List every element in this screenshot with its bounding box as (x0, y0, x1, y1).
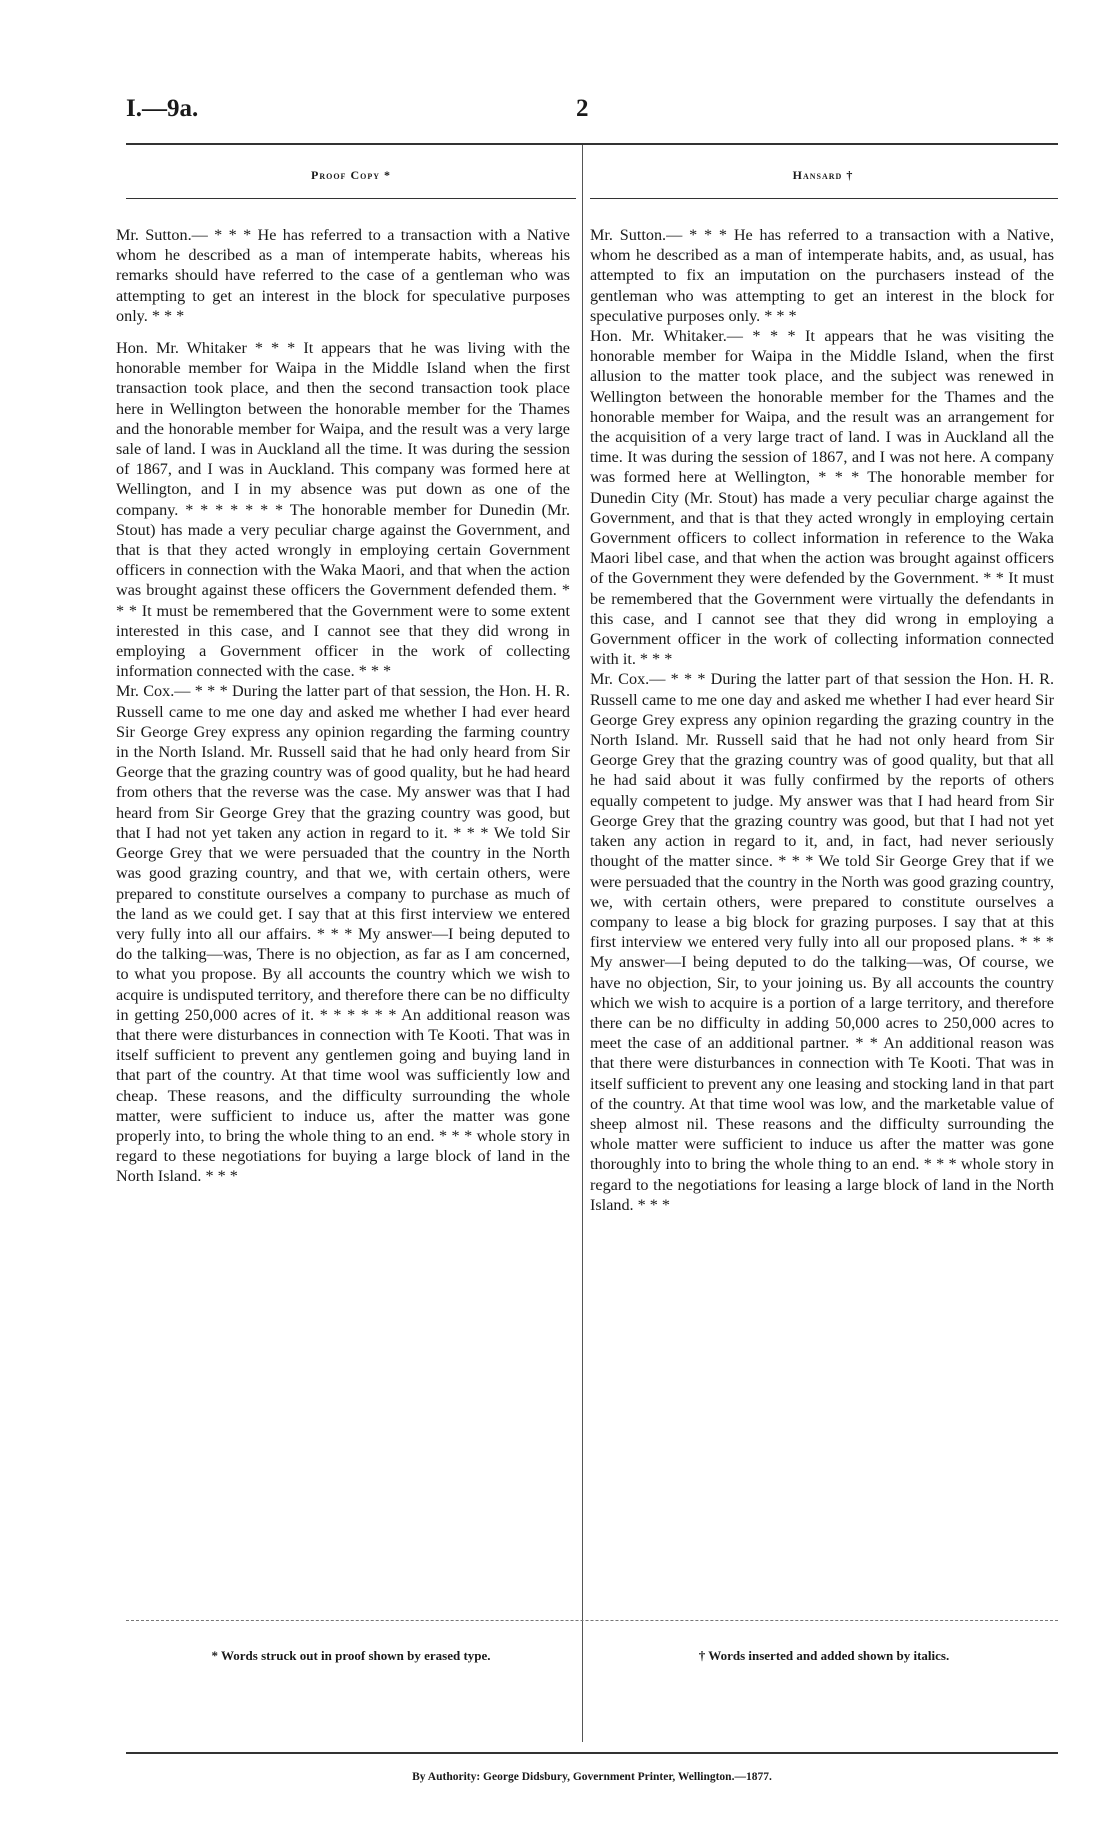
bottom-rule (126, 1752, 1058, 1754)
left-header-rule (126, 198, 576, 199)
page-number: 2 (576, 95, 589, 122)
left-column-title: Proof Copy * (311, 168, 391, 182)
footnote-italics: † Words inserted and added shown by italics. (698, 1648, 950, 1663)
proof-copy-column (116, 225, 570, 1187)
hansard-column (590, 225, 1054, 1215)
hansard-sutton-paragraph: Mr. Sutton.— * * * He has referred to a transaction with a Native, whom he described as a man of intemperate habits, and, as usual, has attempted to fix an imputation on the purchasers instead of the gentleman who was attempting to get an interest in the block for speculative purposes only. * * * (590, 226, 1054, 325)
right-column-title: Hansard † (792, 168, 854, 182)
page-header (126, 95, 1056, 129)
proof-cox-paragraph: Mr. Cox.— * * * During the latter part of that session, the Hon. H. R. Russell came to me one day and asked me whether I had ever heard Sir George Grey express any opinion regarding the farming country in the North Island. Mr. Russell said that he had only heard from Sir George that the grazing country was of good quality, but he had heard from others that the reverse was the case. My answer was that I had heard from Sir George Grey that the grazing country was good, but that I had not yet taken any action in regard to it. * * * We told Sir George Grey that we were persuaded that the country in the North was good grazing country, and that we, with certain others, were prepared to constitute ourselves a company to purchase as much of the land as we could get. I say that at this first interview we entered very fully into all our affairs. * * * My answer—I being deputed to do the talking—was, There is no objection, as far as I am concerned, to what you propose. By all accounts the country which we wish to acquire is undisputed territory, and therefore there can be no difficulty in getting 250,000 acres of it. * * * * * * An additional reason was that there were disturbances in connection with Te Kooti. That was in itself sufficient to prevent any gentlemen going and buying land in that part of the country. At that time wool was sufficiently low and cheap. These reasons, and the difficulty surrounding the whole matter, were sufficient to induce us, after the matter was gone properly into, to bring the whole thing to an end. * * * whole story in regard to these negotiations for buying a large block of land in the North Island. * * * (116, 682, 570, 1186)
hansard-cox-paragraph: Mr. Cox.— * * * During the latter part of that session the Hon. H. R. Russell came to me one day and asked me whether I had ever heard Sir George Grey express any opinion regarding the grazing country in the North Island. Mr. Russell said that he had not only heard from Sir George Grey that the grazing country was of good quality, but that all he had said about it was fully confirmed by the reports of others equally competent to judge. My answer was that I had heard from Sir George Grey that the grazing country was good, but that I had not yet taken any action in regard to it, and, in fact, had never seriously thought of the matter since. * * * We told Sir George Grey that if we were persuaded that the country in the North was good grazing country, we, with certain others, were prepared to constitute ourselves a company to lease a big block for grazing purposes. I say that at this first interview we entered very fully into all our proposed plans. * * * My answer—I being deputed to do the talking—was, Of course, we have no objection, Sir, to your joining us. By all accounts the country which we wish to acquire is a portion of a large territory, and therefore there can be no difficulty in adding 50,000 acres to 250,000 acres to meet the case of an additional partner. * * An additional reason was that there were disturbances in connection with Te Kooti. That was in itself sufficient to prevent any one leasing and stocking land in that part of the country. At that time wool was low, and the marketable value of sheep almost nil. These reasons and the difficulty surrounding the whole matter were sufficient to induce us after the matter was gone thoroughly into to bring the whole thing to an end. * * * whole story in regard to the negotiations for leasing a large block of land in the North Island. * * * (590, 670, 1054, 1214)
footnote-separator (126, 1620, 1058, 1621)
printer-imprint: By Authority: George Didsbury, Government Printer, Wellington.—1877. (412, 1771, 772, 1783)
right-header-rule (590, 198, 1058, 199)
proof-sutton-paragraph: Mr. Sutton.— * * * He has referred to a transaction with a Native whom he described as a man of intemperate habits, whereas his remarks should have referred to the case of a gentleman who was attempting to get an interest in the block for speculative purposes only. * * * (116, 226, 570, 325)
proof-whitaker-paragraph: Hon. Mr. Whitaker * * * It appears that he was living with the honorable member for Waipa in the Middle Island when the first transaction took place, and then the second transaction took place here in Wellington between the honorable member for the Thames and the honorable member for Waipa, and the result was a very large sale of land. I was in Auckland all the time. It was during the session of 1867, and I was in Auckland. This company was formed here at Wellington, and I in my absence was put down as one of the company. * * * * * * * The honorable member for Dunedin (Mr. Stout) has made a very peculiar charge against the Government, and that is that they acted wrongly in employing certain Government officers in connection with the Waka Maori, and that when the action was brought against these officers the Government defended them. * * * It must be remembered that the Government were to some extent interested in this case, and I cannot see that they did wrong in employing a Government officer in the work of collecting information connected with the case. * * * (116, 339, 570, 681)
top-rule (126, 143, 1058, 145)
hansard-whitaker-paragraph: Hon. Mr. Whitaker.— * * * It appears that he was visiting the honorable member for Waipa in the Middle Island, when the first allusion to the matter took place, and the subject was renewed in Wellington between the honorable member for the Thames and the honorable member for Waipa, and the result was an arrangement for the acquisition of a very large tract of land. I was in Auckland all the time. It was during the session of 1867, and I was not here. A company was formed here at Wellington, * * * The honorable member for Dunedin City (Mr. Stout) has made a very peculiar charge against the Government, and that is that they acted wrongly in employing certain Government officers to collect information in reference to the Waka Maori libel case, and that when the action was brought against officers of the Government they were defended by the Government. * * It must be remembered that the Government were virtually the defendants in this case, and I cannot see that they did wrong in employing a Government officer in the work of collecting information connected with it. * * * (590, 327, 1054, 669)
column-divider (582, 145, 583, 1742)
document-reference: I.—9a. (126, 95, 199, 122)
footnote-erased: * Words struck out in proof shown by erased type. (211, 1648, 491, 1663)
